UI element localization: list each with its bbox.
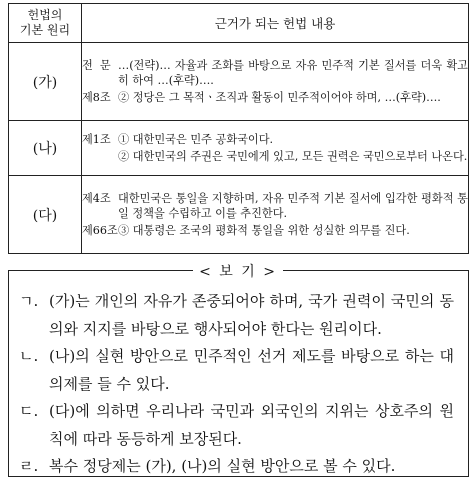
article-text: ② 대한민국의 주권은 국민에게 있고, 모든 권력은 국민으로부터 나온다. (118, 149, 468, 163)
bogi-marker: ㄱ. (19, 292, 39, 310)
article-entry (82, 191, 468, 222)
article-number (82, 149, 118, 165)
bogi-item (19, 288, 454, 343)
bogi-item (19, 343, 454, 398)
article-text: …(전략)… 자율과 조화를 바탕으로 자유 민주적 기본 질서를 더욱 확고히 하여 …(후략)…. (118, 58, 468, 88)
row-label: (나) (9, 121, 82, 176)
table-row (9, 43, 469, 121)
article-entry (82, 132, 468, 148)
header-constitution-content: 근거가 되는 헌법 내용 (82, 4, 469, 43)
table-row (9, 121, 469, 176)
bogi-marker: ㄴ. (19, 347, 39, 365)
row-label: (가) (9, 43, 82, 121)
bogi-text: (나)의 실현 방안으로 민주적인 선거 제도를 바탕으로 하는 대의제를 들 수 있다. (49, 347, 454, 393)
article-number: 제66조 (82, 223, 118, 237)
bogi-marker: ㄹ. (19, 457, 39, 475)
row-content (82, 176, 469, 254)
header-basic-principle: 헌법의 기본 원리 (9, 4, 82, 43)
bogi-text: (가)는 개인의 자유가 존중되어야 하며, 국가 권력이 국민의 동의와 지지를 바탕으로 행사되어야 한다는 원리이다. (49, 292, 454, 338)
bogi-title-wrap (0, 261, 476, 281)
bogi-list (19, 288, 454, 481)
table-row (9, 176, 469, 254)
bogi-marker: ㄷ. (19, 402, 39, 420)
row-label: (다) (9, 176, 82, 254)
row-content (82, 121, 469, 176)
article-text: ② 정당은 그 목적ㆍ조직과 활동이 민주적이어야 하며, …(후략)…. (118, 90, 441, 104)
bogi-box (8, 270, 469, 477)
row-content (82, 43, 469, 121)
bogi-title: < 보 기 > (193, 264, 283, 280)
article-text: ③ 대통령은 조국의 평화적 통일을 위한 성실한 의무를 진다. (118, 223, 410, 237)
article-entry (82, 90, 468, 106)
article-number: 전 문 (82, 58, 111, 72)
bogi-item (19, 398, 454, 453)
article-number: 제4조 (82, 191, 111, 205)
constitution-table (8, 3, 469, 254)
table-header-row (9, 4, 469, 43)
article-text: 대한민국은 통일을 지향하며, 자유 민주적 기본 질서에 입각한 평화적 통일 정책을 수립하고 이를 추진한다. (118, 191, 468, 221)
bogi-text: (다)에 의하면 우리나라 국민과 외국인의 지위는 상호주의 원칙에 따라 동등하게 보장된다. (49, 402, 454, 448)
article-entry (82, 149, 468, 165)
article-text: ① 대한민국은 민주 공화국이다. (118, 133, 274, 146)
article-entry (82, 58, 468, 89)
article-number: 제1조 (82, 133, 111, 146)
article-number: 제8조 (82, 90, 111, 104)
article-entry (82, 223, 468, 239)
bogi-item (19, 453, 454, 481)
bogi-text: 복수 정당제는 (가), (나)의 실현 방안으로 볼 수 있다. (49, 457, 396, 475)
